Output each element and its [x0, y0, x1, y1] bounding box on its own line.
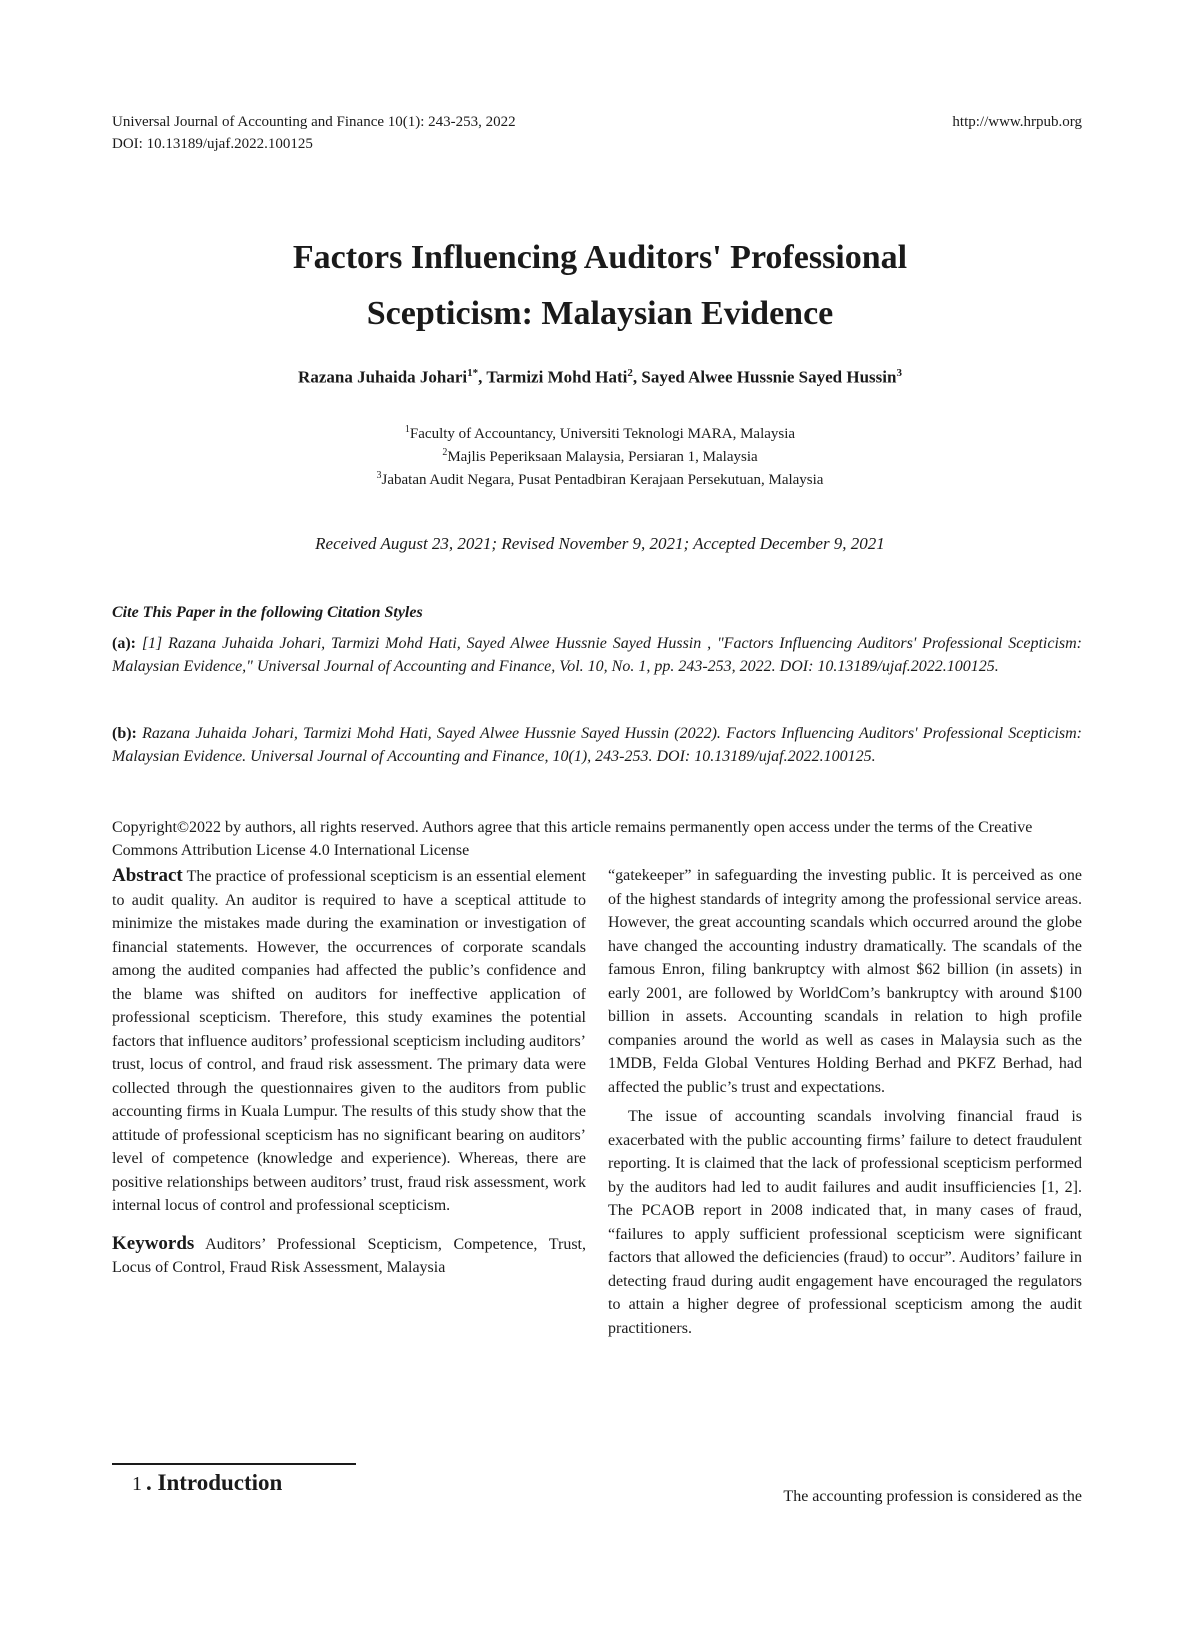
author-2-affil: 2: [627, 367, 633, 379]
right-column: [608, 864, 1082, 1340]
author-list: [100, 362, 1100, 389]
affiliation-1: [100, 420, 1100, 444]
abstract: [112, 864, 586, 1218]
affiliation-2: [100, 443, 1100, 467]
keywords: [112, 1232, 586, 1280]
section-number: 1: [132, 1473, 142, 1495]
abstract-label: Abstract: [112, 865, 183, 886]
paragraph-scandals: The issue of accounting scandals involving financial fraud is exacerbated with the public accounting firms’ failure to detect fraudulent reporting. It is claimed that the lack of professional scepticism performed by the auditors had led to audit failures and audit insufficiencies [1, 2]. The PCAOB report in 2008 indicated that, in many cases of fraud, “failures to apply sufficient professional scepticism were significant factors that allowed the deficiencies (fraud) to occur”. Auditors’ failure in detecting fraud during audit engagement have encouraged the regulators to attain a higher degree of professional scepticism among the audit practitioners.: [608, 1108, 1082, 1337]
affiliation-marker: 2: [442, 447, 448, 458]
doi-line: DOI: 10.13189/ujaf.2022.100125: [112, 136, 313, 152]
affiliation-text: Majlis Peperiksaan Malaysia, Persiaran 1, Malaysia: [447, 449, 758, 465]
title-line-1: Factors Influencing Auditors' Professional: [292, 239, 908, 276]
abstract-text: The practice of professional scepticism is an essential element to audit quality. An auditor is required to have a sceptical attitude to minimize the mistakes made during the examination or investigation of financial statements. However, the occurrences of corporate scandals among the audited companies had affected the public’s confidence and the blame was shifted on auditors for ineffective application of professional scepticism. Therefore, this study examines the potential factors that influence auditors’ professional scepticism including auditors’ trust, locus of control, and fraud risk assessment. The primary data were collected through the questionnaires given to the auditors from public accounting firms in Kuala Lumpur. The results of this study show that the attitude of professional scepticism has no significant bearing on auditors’ level of competence (knowledge and experience). Whereas, there are positive relationships between auditors’ trust, fraud risk assessment, work internal locus of control and professional scepticism.: [112, 868, 586, 1214]
introduction-first-line: The accounting profession is considered as the: [783, 1488, 1082, 1505]
author-3-affil: 3: [896, 367, 902, 379]
affiliation-3: [100, 466, 1100, 490]
affiliation-text: Faculty of Accountancy, Universiti Teknologi MARA, Malaysia: [409, 426, 796, 442]
submission-dates: Received August 23, 2021; Revised November 9, 2021; Accepted December 9, 2021: [315, 534, 885, 553]
affiliation-marker: 3: [376, 470, 382, 481]
citation-heading: Cite This Paper in the following Citation Styles: [112, 604, 423, 621]
citation-b-label: (b):: [112, 725, 137, 742]
left-column: [112, 864, 586, 1280]
author-separator: ,: [632, 367, 642, 387]
journal-citation: Universal Journal of Accounting and Finance 10(1): 243-253, 2022: [112, 114, 516, 130]
citation-a-text: [1] Razana Juhaida Johari, Tarmizi Mohd Hati, Sayed Alwee Hussnie Sayed Hussin , "Factors Influencing Auditors' Professional Scepticism: Malaysian Evidence," Universal Journal of Accounting and Finance, Vol. 10, No. 1, pp. 243-253, 2022. DOI: 10.13189/ujaf.2022.100125.: [112, 635, 1082, 675]
title-line-2: Scepticism: Malaysian Evidence: [366, 295, 834, 332]
paragraph-gatekeeper: “gatekeeper” in safeguarding the investing public. It is perceived as one of the highest standards of integrity among the professional service areas. However, the great accounting scandals which occurred around the globe have changed the accounting industry dramatically. The scandals of the famous Enron, filing bankruptcy with almost $62 billion (in assets) in early 2001, are followed by WorldCom’s bankruptcy with around $100 billion in assets. Accounting scandals in relation to high profile companies around the world as well as cases in Malaysia such as the 1MDB, Felda Global Ventures Holding Berhad and PKFZ Berhad, had affected the public’s trust and expectations.: [608, 867, 1082, 1096]
author-1: Razana Juhaida Johari: [298, 367, 468, 387]
citation-style-a: [112, 632, 1082, 678]
affiliation-marker: 1: [404, 424, 410, 435]
publisher-url[interactable]: http://www.hrpub.org: [952, 114, 1082, 130]
author-2: Tarmizi Mohd Hati: [486, 367, 628, 387]
citation-a-label: (a):: [112, 635, 136, 652]
citation-b-text: Razana Juhaida Johari, Tarmizi Mohd Hati, Sayed Alwee Hussnie Sayed Hussin (2022). Factors Influencing Auditors' Professional Scepticism: Malaysian Evidence. Universal Journal of Accounting and Finance, 10(1), 243-253. DOI: 10.13189/ujaf.2022.100125.: [112, 725, 1082, 765]
section-title: . Introduction: [146, 1470, 283, 1495]
author-1-affil: 1*: [467, 367, 479, 379]
copyright-notice: Copyright©2022 by authors, all rights reserved. Authors agree that this article remains permanently open access under the terms of the Creative Commons Attribution License 4.0 International License: [112, 819, 1033, 859]
keywords-text: Auditors’ Professional Scepticism, Competence, Trust, Locus of Control, Fraud Risk Assessment, Malaysia: [112, 1235, 586, 1276]
keywords-label: Keywords: [112, 1232, 195, 1254]
citation-style-b: [112, 722, 1082, 768]
section-divider: [112, 1463, 356, 1465]
author-3: Sayed Alwee Hussnie Sayed Hussin: [641, 367, 897, 387]
section-heading-introduction: [132, 1470, 282, 1496]
author-separator: ,: [478, 367, 487, 387]
paper-title: [100, 230, 1100, 342]
affiliation-text: Jabatan Audit Negara, Pusat Pentadbiran Kerajaan Persekutuan, Malaysia: [381, 472, 824, 488]
